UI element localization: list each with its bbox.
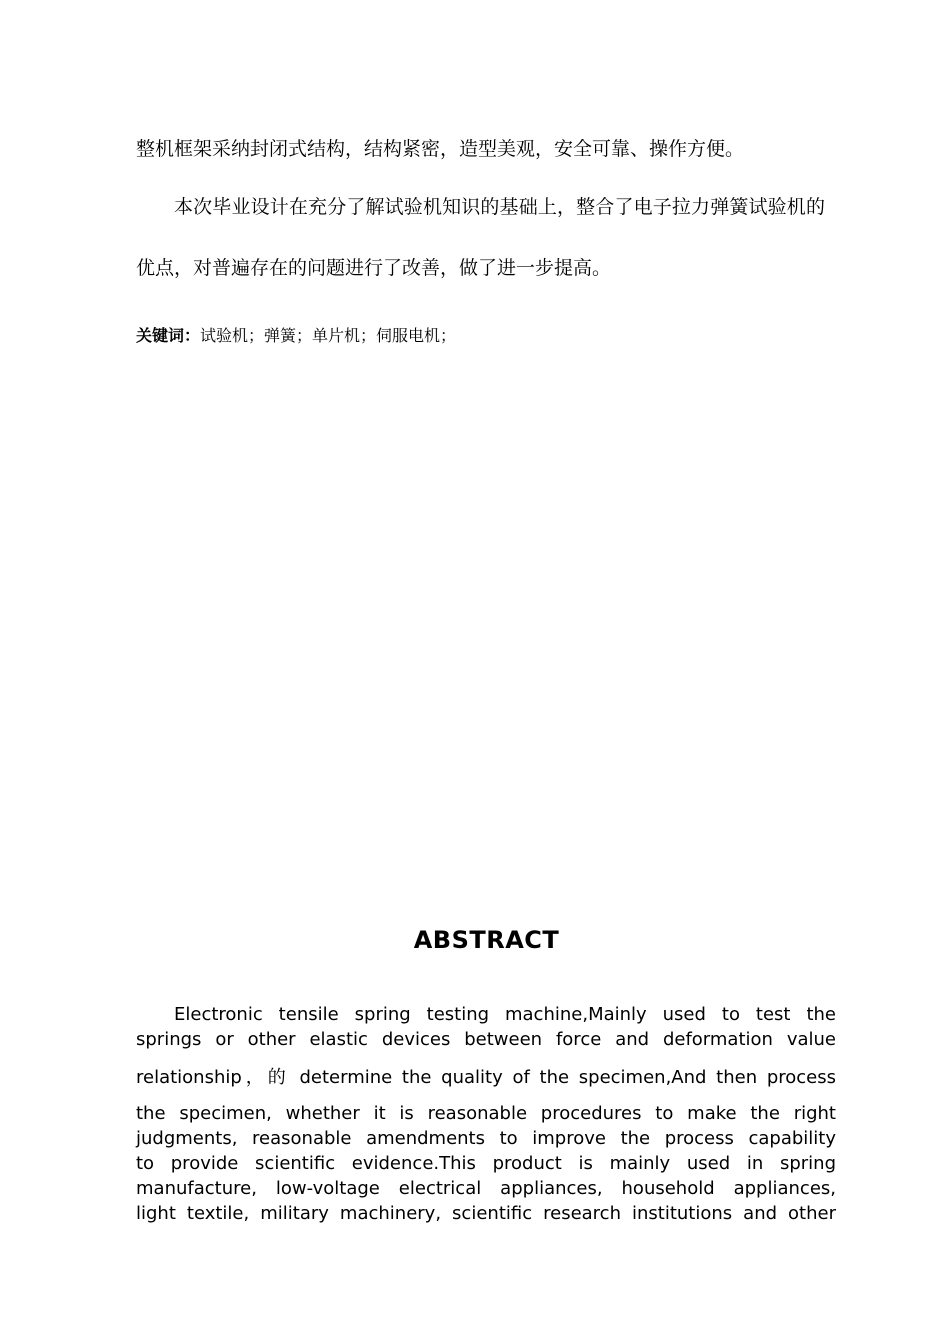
keywords-values: 试验机；弹簧；单片机；伺服电机； — [200, 326, 457, 345]
keywords-line — [136, 325, 456, 347]
abstract-line: to provide scientific evidence.This product is mainly used in spring — [136, 1153, 836, 1174]
chinese-paragraph-line: 整机框架采纳封闭式结构，结构紧密，造型美观，安全可靠、操作方便。 — [136, 138, 745, 160]
chinese-paragraph-line: 本次毕业设计在充分了解试验机知识的基础上，整合了电子拉力弹簧试验机的 — [174, 196, 826, 218]
abstract-line: manufacture, low-voltage electrical appliances, household appliances, — [136, 1178, 836, 1199]
abstract-title: ABSTRACT — [413, 926, 560, 954]
abstract-line: relationship，的 determine the quality of the specimen,And then process — [136, 1067, 836, 1088]
abstract-line: the specimen, whether it is reasonable procedures to make the right — [136, 1103, 836, 1124]
keywords-label: 关键词： — [136, 326, 201, 345]
abstract-line: Electronic tensile spring testing machine,Mainly used to test the — [174, 1004, 836, 1025]
abstract-line: light textile, military machinery, scientific research institutions and other — [136, 1203, 836, 1224]
abstract-line: springs or other elastic devices between force and deformation value — [136, 1029, 836, 1050]
chinese-paragraph-line: 优点，对普遍存在的问题进行了改善，做了进一步提高。 — [136, 257, 612, 279]
abstract-line: judgments, reasonable amendments to improve the process capability — [136, 1128, 836, 1149]
